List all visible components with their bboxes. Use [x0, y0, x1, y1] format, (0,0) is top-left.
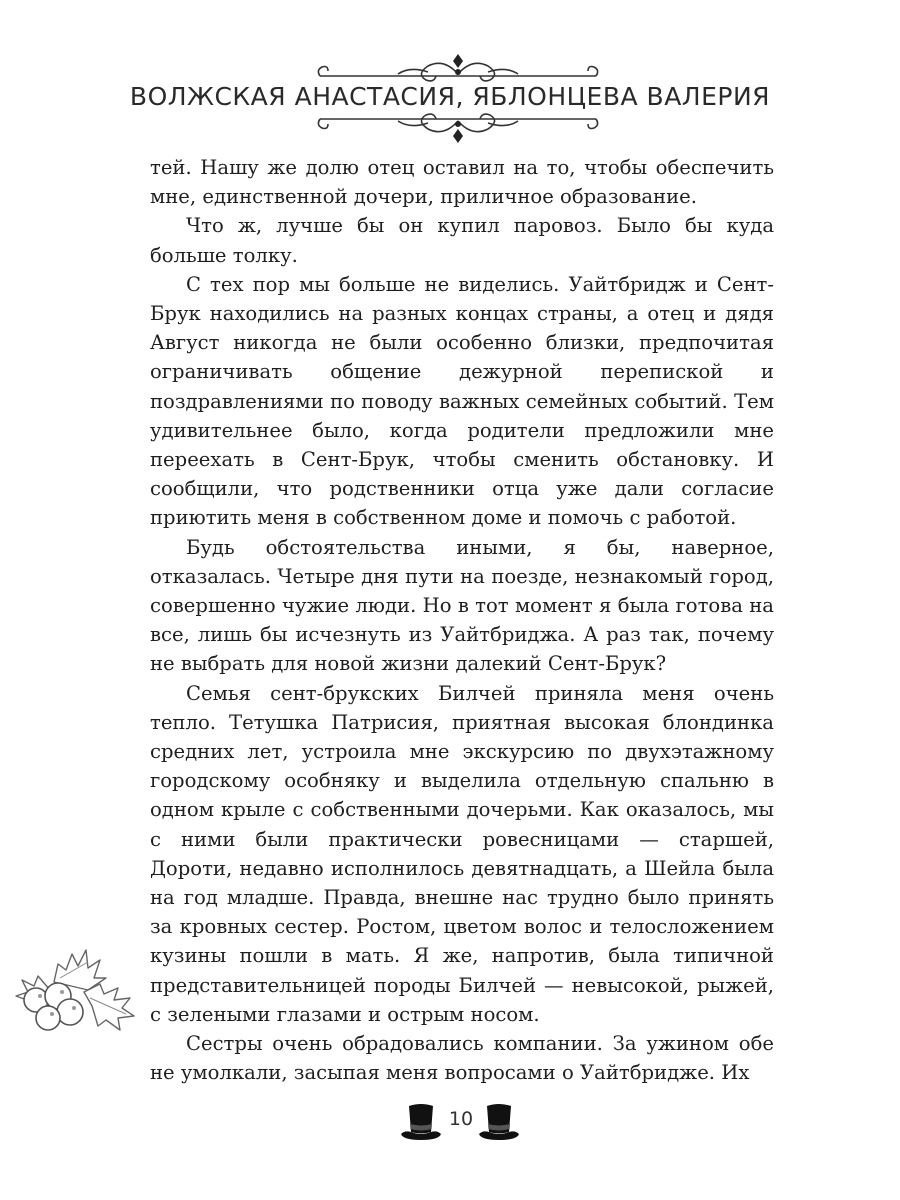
top-hat-icon — [399, 1102, 443, 1144]
body-text — [150, 153, 774, 1088]
holly-berries-icon — [14, 934, 138, 1032]
running-head: ВОЛЖСКАЯ АНАСТАСИЯ, ЯБЛОНЦЕВА ВАЛЕРИЯ — [129, 82, 771, 111]
page-number: 10 — [448, 1108, 474, 1130]
scroll-flourish-ornament-icon — [310, 107, 606, 147]
page-header — [0, 0, 900, 150]
paragraph: С тех пор мы больше не виделись. Уайтбридж и Сент-Брук находились на разных концах страны, а отец и дядя Август никогда не были особенно близки, предпочитая ограничивать общение дежурной перепиской и поздравлениями по поводу важных семейных событий. Тем удивительнее было, когда родители предложили мне переехать в Сент-Брук, чтобы сменить обстановку. И сообщили, что родственники отца уже дали согласие приютить меня в собственном доме и помочь с работой. — [150, 272, 774, 530]
top-hat-icon — [477, 1102, 521, 1144]
paragraph: тей. Нашу же долю отец оставил на то, чтобы обеспечить мне, единственной дочери, приличное образование. — [150, 156, 774, 209]
paragraph: Что ж, лучше бы он купил паровоз. Было бы куда больше толку. — [150, 214, 774, 267]
page-footer — [0, 1100, 900, 1146]
paragraph: Семья сент-брукских Билчей приняла меня очень тепло. Тетушка Патрисия, приятная высокая блондинка средних лет, устроила мне экскурсию по двухэтажному городскому особняку и выделила отдельную спальню в одном крыле с собственными дочерьми. Как оказалось, мы с ними были практически ровесницами — старшей, Дороти, недавно исполнилось девятнадцать, а Шейла была на год младше. Правда, внешне нас трудно было принять за кровных сестер. Ростом, цветом волос и телосложением кузины пошли в мать. Я же, напротив, была типичной представительницей породы Билчей — невысокой, рыжей, с зелеными глазами и острым носом. — [150, 681, 774, 1026]
paragraph: Будь обстоятельства иными, я бы, наверное, отказалась. Четыре дня пути на поезде, незнакомый город, совершенно чужие люди. Но в тот момент я была готова на все, лишь бы исчезнуть из Уайтбриджа. А раз так, почему не выбрать для новой жизни далекий Сент-Брук? — [150, 535, 774, 676]
paragraph: Сестры очень обрадовались компании. За ужином обе не умолкали, засыпая меня вопросами о Уайтбридже. Их — [150, 1032, 774, 1085]
